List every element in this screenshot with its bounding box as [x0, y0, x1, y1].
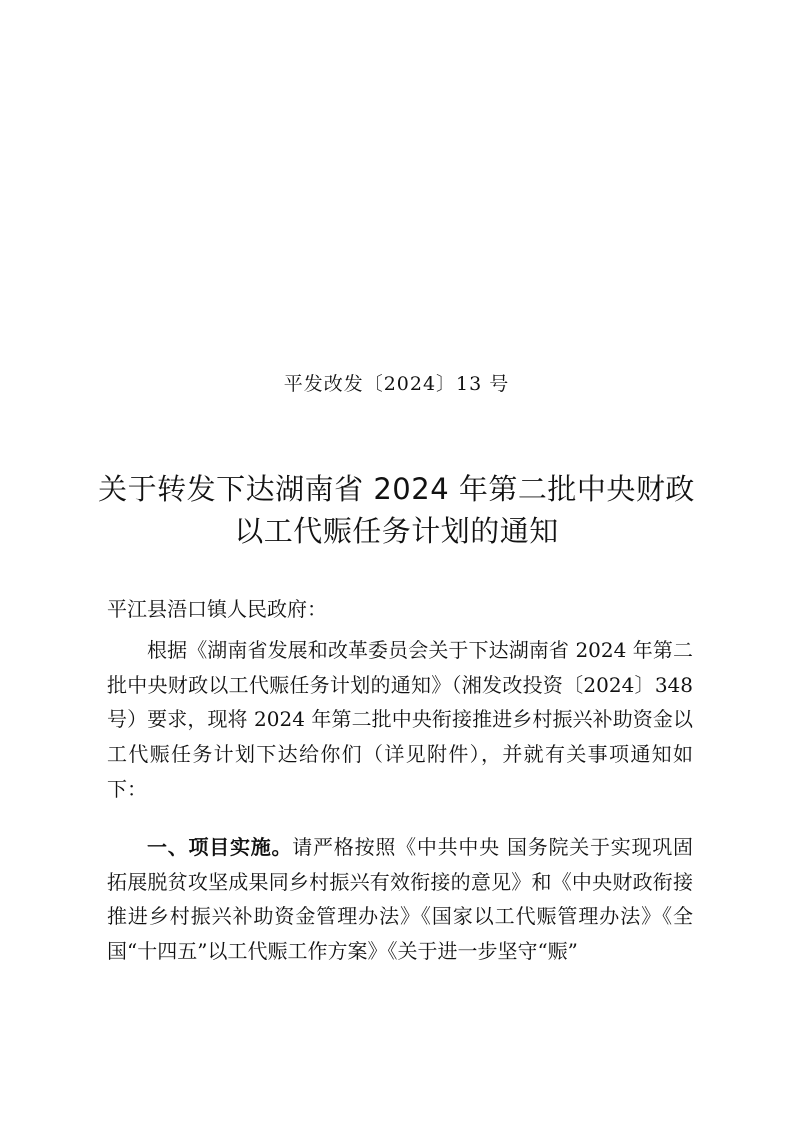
- section-text: 请严格按照《中共中央 国务院关于实现巩固拓展脱贫攻坚成果同乡村振兴有效衔接的意见》和《中央财政衔接推进乡村振兴补助资金管理办法》《国家以工代赈管理办法》《全国“十四五”以工代赈工作方案》《关于进一步坚守“赈”: [107, 835, 694, 964]
- body-paragraph-1: 根据《湖南省发展和改革委员会关于下达湖南省 2024 年第二批中央财政以工代赈任务计划的通知》（湘发改投资〔2024〕348 号）要求，现将 2024 年第二批中央衔接推进乡村振兴补助资金以工代赈任务计划下达给你们（详见附件），并就有关事项通知如下：: [107, 638, 693, 801]
- body-paragraph-2: [107, 830, 693, 969]
- title-line-2: 以工代赈任务计划的通知: [234, 514, 559, 548]
- section-heading: 一、项目实施。: [147, 835, 293, 859]
- title-line-1: 关于转发下达湖南省 2024 年第二批中央财政: [98, 472, 695, 506]
- addressee: 平江县浯口镇人民政府：: [107, 597, 327, 621]
- document-title: [90, 468, 703, 552]
- document-number: 平发改发〔2024〕13 号: [283, 373, 510, 395]
